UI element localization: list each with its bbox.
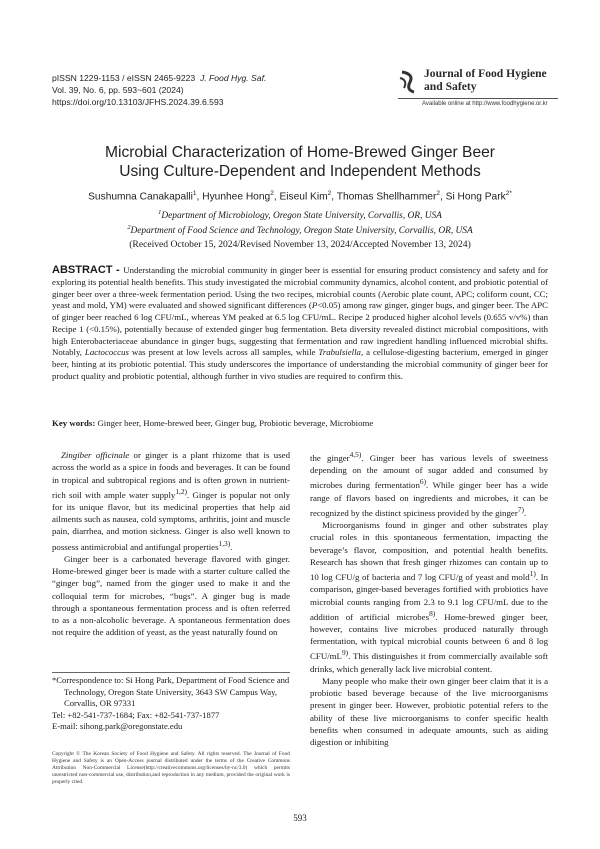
paragraph-text: . Home-brewed ginger beer, however, contains live microbes produced naturally through fermentation, with typical microbial counts between 6 and 8 log CFU/mL [310, 611, 548, 662]
correspondence-email[interactable]: E-mail: sihong.park@oregonstate.edu [52, 721, 183, 731]
correspondence [52, 675, 290, 733]
author-name: Si Hong Park [445, 191, 506, 203]
abstract [52, 265, 548, 383]
correspondence-address: *Correspondence to: Si Hong Park, Department of Food Science and Technology, Oregon State University, 3643 SW Campus Way, Corvallis, OR 97331 [52, 675, 290, 708]
page-number: 593 [293, 813, 307, 823]
citation: 1,3) [218, 538, 231, 548]
paragraph-text: . Ginger beer has various levels of sweetness depending on the amount of sugar added and consumed by microbes during fermentation [310, 452, 548, 491]
paragraph-text: . [230, 541, 233, 552]
affiliations [50, 207, 550, 237]
author-separator: , [273, 191, 280, 203]
paragraph-text: or ginger is a plant rhizome that is used across the world as a spice in foods and beverages. It can be found in tropical and subtropical regions and is often grown in nutrient-rich soil with ample water supply [52, 450, 290, 500]
citation: 7) [517, 504, 524, 514]
citation: 9) [341, 648, 349, 658]
logo-title [424, 68, 547, 93]
body-left-column [52, 449, 290, 639]
affiliation-text: Department of Microbiology, Oregon State University, Corvallis, OR, USA [161, 211, 442, 222]
author-separator: , [331, 191, 337, 203]
issn: pISSN 1229-1153 / eISSN 2465-9223 [52, 73, 196, 83]
affiliation-1 [50, 207, 550, 222]
keywords [52, 418, 548, 428]
paragraph-text: . This distinguishes it from commercially available soft drinks, which generally lack live microbial content. [310, 651, 548, 674]
logo-title-line1: Journal of Food Hygiene [424, 67, 547, 80]
paragraph-text: . While ginger beer has a wide range of flavors based on ingredients and microbes, it can be recognized by the distinct spiciness provided by the ginger [310, 480, 548, 518]
paragraph [52, 449, 290, 553]
author-affiliation: 2 [270, 190, 274, 197]
author-name: Sushumna Canakapalli [88, 191, 193, 203]
affiliation-marker: 1 [158, 209, 162, 216]
abstract-italic: Trabulsiella [318, 347, 361, 358]
abstract-label: ABSTRACT - [52, 264, 124, 276]
author-separator: , [440, 191, 446, 203]
keywords-text: Ginger beer, Home-brewed beer, Ginger bug, Probiotic beverage, Microbiome [95, 418, 374, 428]
keywords-label: Key words: [52, 418, 96, 428]
affiliation-text: Department of Food Science and Technology, Oregon State University, Corvallis, OR, USA [130, 226, 473, 237]
footnote-divider [52, 672, 290, 673]
journal-abbreviation: J. Food Hyg. Saf. [199, 73, 267, 83]
logo-divider [398, 98, 558, 99]
paragraph-text: . [523, 507, 527, 518]
paragraph: Ginger beer is a carbonated beverage flavored with ginger. Home-brewed ginger beer is made with a starter culture called the “ginger bug”, named from the ginger used to make it and the colloquial term for microbes, “bugs”. A ginger bug is made through a spontaneous fermentation process and is often referred to as a non-alcoholic beverage. A spontaneous fermentation does not require the addition of yeast, as the yeast naturally found on [52, 553, 290, 638]
abstract-text: <0.05) among raw ginger, ginger bugs, and ginger beer. The APC of ginger beer reached 6 log CFU/mL, whereas YM peaked at 6.5 log CFU/mL. Recipe 2 produced higher alcohol levels (0.655 v/v%) than Recipe 1 (<0.15%), potentially because of extended ginger bug fermentation. Beta diversity revealed distinct microbial compositions, with high Enterobacteriaceae abundance in ginger bugs, suggesting that fermentation and raw ingredient handling influenced microbial shifts. Notably, [52, 300, 548, 358]
abstract-text: was present at low levels across all samples, while [128, 347, 319, 358]
author-list [50, 190, 550, 202]
paragraph-text: the ginger [310, 452, 350, 463]
author-name: Thomas Shellhammer [336, 191, 437, 203]
abstract-italic: Lactococcus [84, 347, 129, 358]
author-affiliation: 1 [192, 190, 197, 197]
author-separator: , [196, 191, 203, 203]
paragraph-text: . In comparison, ginger-based beverages fortified with probiotics have microbial counts ranging from 2.3 to 9.1 log CFU/mL due to the addition of artificial microbes [310, 572, 548, 622]
correspondence-phone: Tel: +82-541-737-1684; Fax: +82-541-737-1877 [52, 709, 220, 720]
journal-logo [398, 66, 558, 110]
paragraph-text: Microorganisms found in ginger and other substrates play crucial roles in this spontaneous fermentation, impacting the beverage’s flavor, composition, and potential health benefits. Research has shown that fresh ginger rhizomes can contain up to 10 log CFU/g of bacteria and 7 log CFU/g of yeast and mold [310, 520, 548, 582]
volume-line: Vol. 39, No. 6, pp. 593~601 (2024) [52, 85, 184, 96]
citation: 8) [429, 608, 436, 618]
author-affiliation: 2* [505, 190, 512, 197]
affiliation-2 [50, 222, 550, 237]
citation: 6) [419, 477, 427, 487]
paragraph: Many people who make their own ginger beer claim that it is a probiotic based beverage because of the live microorganisms present in ginger beer. However, probiotic potential refers to the ability of these live microorganisms to confer specific health benefits when consumed in adequate amounts, such as aiding digestion or inhibiting [310, 675, 548, 748]
title-line2: Using Culture-Dependent and Independent Methods [119, 162, 481, 180]
paper-title [50, 144, 550, 181]
abstract-text: Understanding the microbial community in ginger beer is essential for ensuring product consistency and safety and for exploring its potential health benefits. This study investigated the microbial community dynamics, alcohol content, and probiotic potential of ginger beer over a three-week fermentation period. Using the two recipes, microbial counts (Aerobic plate count, APC; coliform count, CC; yeast and mold, YM) were evaluated and showed significant differences ( [52, 265, 548, 311]
affiliation-marker: 2 [127, 224, 131, 232]
body-right-column [310, 449, 548, 748]
author-affiliation: 2 [327, 190, 332, 197]
abstract-italic: P [311, 300, 318, 311]
paragraph [310, 449, 548, 519]
title-line1: Microbial Characterization of Home-Brewed Ginger Beer [104, 144, 495, 161]
doi-link[interactable]: https://doi.org/10.13103/JFHS.2024.39.6.593 [52, 97, 224, 108]
logo-title-line2: and Safety [424, 79, 477, 93]
citation: 1,2) [175, 486, 188, 496]
species-name: Zingiber officinale [61, 450, 130, 460]
citation: 1) [529, 569, 536, 579]
author-name: Hyunhee Hong [202, 191, 271, 203]
paragraph-text: . Ginger is popular not only for its unique flavor, but its medicinal properties that help aid ailments such as nausea, cold symptoms, arthritis, joint and muscle pain, diarrhea, and motion sickness. Ginger is also well known to possess antimicrobial and antifungal properties [52, 489, 290, 552]
copyright-notice: Copyright © The Korean Society of Food Hygiene and Safety. All rights reserved. The Journal of Food Hygiene and Safety is an Open-Access journal distributed under the terms of the Creative Commons Attribution Non-Commercial License(http://creativecommons.org/licenses/by-nc/3.0) which permits unrestricted non-commercial use, distribution,and reproduction in any medium, provided the original work is properly cited. [52, 751, 290, 785]
abstract-text: , a cellulose-digesting bacterium, emerged in ginger beer, hinting at its probiotic potential. This study underscores the importance of understanding the microbial community of ginger beer for product quality and probiotic potential, although further in vivo studies are required to confirm this. [52, 347, 548, 381]
citation: 4,5) [349, 450, 362, 459]
paragraph [310, 519, 548, 675]
author-name: Eiseul Kim [279, 191, 328, 203]
journal-header-info [52, 72, 266, 109]
received-dates: (Received October 15, 2024/Revised November 13, 2024/Accepted November 13, 2024) [129, 239, 471, 250]
author-affiliation: 2 [436, 190, 440, 197]
available-online: Available online at http://www.foodhygiene.or.kr [422, 101, 548, 107]
journal-logo-icon [398, 70, 418, 94]
